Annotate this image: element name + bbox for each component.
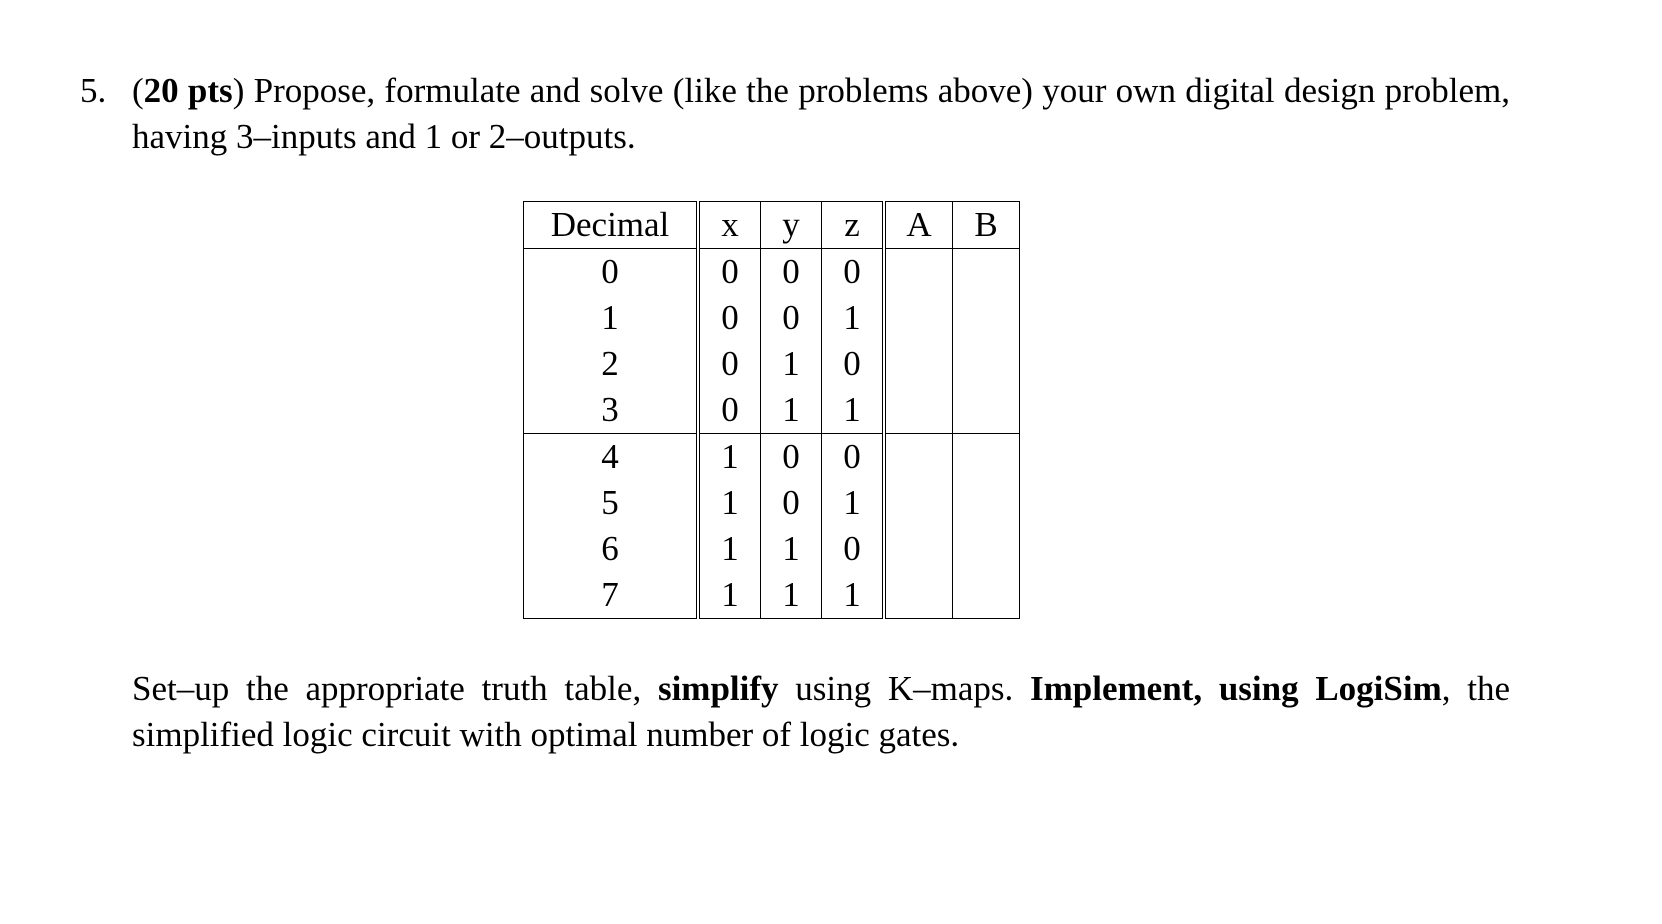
cell-a: [884, 434, 953, 481]
instructions-part1: Set–up the appropriate truth table,: [132, 669, 658, 708]
cell-x: 1: [698, 526, 761, 572]
cell-a: [884, 387, 953, 434]
cell-x: 0: [698, 295, 761, 341]
cell-y: 1: [761, 387, 822, 434]
cell-b: [953, 526, 1020, 572]
table-row: [524, 387, 1020, 434]
cell-decimal: 7: [524, 572, 699, 619]
cell-a: [884, 572, 953, 619]
simplify-keyword: simplify: [657, 669, 779, 708]
header-y: y: [761, 202, 822, 249]
cell-z: 0: [822, 434, 885, 481]
header-decimal: Decimal: [524, 202, 699, 249]
cell-x: 1: [698, 434, 761, 481]
cell-a: [884, 249, 953, 296]
cell-decimal: 5: [524, 480, 699, 526]
cell-z: 1: [822, 295, 885, 341]
problem-number: 5.: [80, 71, 107, 110]
cell-y: 0: [761, 480, 822, 526]
table-row: [524, 480, 1020, 526]
cell-y: 1: [761, 572, 822, 619]
table-row: [524, 526, 1020, 572]
cell-decimal: 2: [524, 341, 699, 387]
instructions-paragraph: [132, 666, 1510, 758]
cell-z: 1: [822, 387, 885, 434]
cell-a: [884, 480, 953, 526]
cell-x: 0: [698, 249, 761, 296]
cell-x: 0: [698, 387, 761, 434]
cell-y: 1: [761, 526, 822, 572]
cell-b: [953, 295, 1020, 341]
cell-b: [953, 387, 1020, 434]
instructions-part2: using K–maps.: [778, 669, 1031, 708]
cell-z: 0: [822, 526, 885, 572]
cell-decimal: 0: [524, 249, 699, 296]
truth-table-header-row: [524, 202, 1020, 249]
cell-z: 0: [822, 341, 885, 387]
table-row: [524, 434, 1020, 481]
table-row: [524, 295, 1020, 341]
problem-text: [132, 68, 1510, 160]
cell-z: 1: [822, 572, 885, 619]
cell-y: 0: [761, 434, 822, 481]
cell-b: [953, 572, 1020, 619]
table-row: [524, 341, 1020, 387]
cell-a: [884, 295, 953, 341]
cell-x: 1: [698, 572, 761, 619]
problem-statement: [80, 68, 1510, 160]
cell-b: [953, 341, 1020, 387]
instructions-part3: , the simplified logic circuit with optimal number of logic gates.: [132, 669, 1511, 754]
cell-decimal: 3: [524, 387, 699, 434]
points-open-paren: (: [132, 71, 144, 110]
cell-z: 0: [822, 249, 885, 296]
table-row: [524, 249, 1020, 296]
cell-x: 0: [698, 341, 761, 387]
cell-b: [953, 249, 1020, 296]
cell-a: [884, 341, 953, 387]
cell-decimal: 1: [524, 295, 699, 341]
cell-decimal: 6: [524, 526, 699, 572]
cell-b: [953, 434, 1020, 481]
points-label: 20 pts: [143, 71, 233, 110]
cell-y: 0: [761, 295, 822, 341]
cell-a: [884, 526, 953, 572]
truth-table: [523, 201, 1020, 619]
implement-keyword: Implement, using LogiSim: [1030, 669, 1442, 708]
points-close-paren: ): [232, 71, 245, 110]
header-a: A: [884, 202, 953, 249]
cell-b: [953, 480, 1020, 526]
table-row: [524, 572, 1020, 619]
cell-y: 1: [761, 341, 822, 387]
header-b: B: [953, 202, 1020, 249]
cell-y: 0: [761, 249, 822, 296]
cell-x: 1: [698, 480, 761, 526]
header-x: x: [698, 202, 761, 249]
cell-decimal: 4: [524, 434, 699, 481]
cell-z: 1: [822, 480, 885, 526]
problem-body: Propose, formulate and solve (like the problems above) your own digital design problem, having 3–inputs and 1 or 2–outputs.: [132, 71, 1510, 156]
header-z: z: [822, 202, 885, 249]
